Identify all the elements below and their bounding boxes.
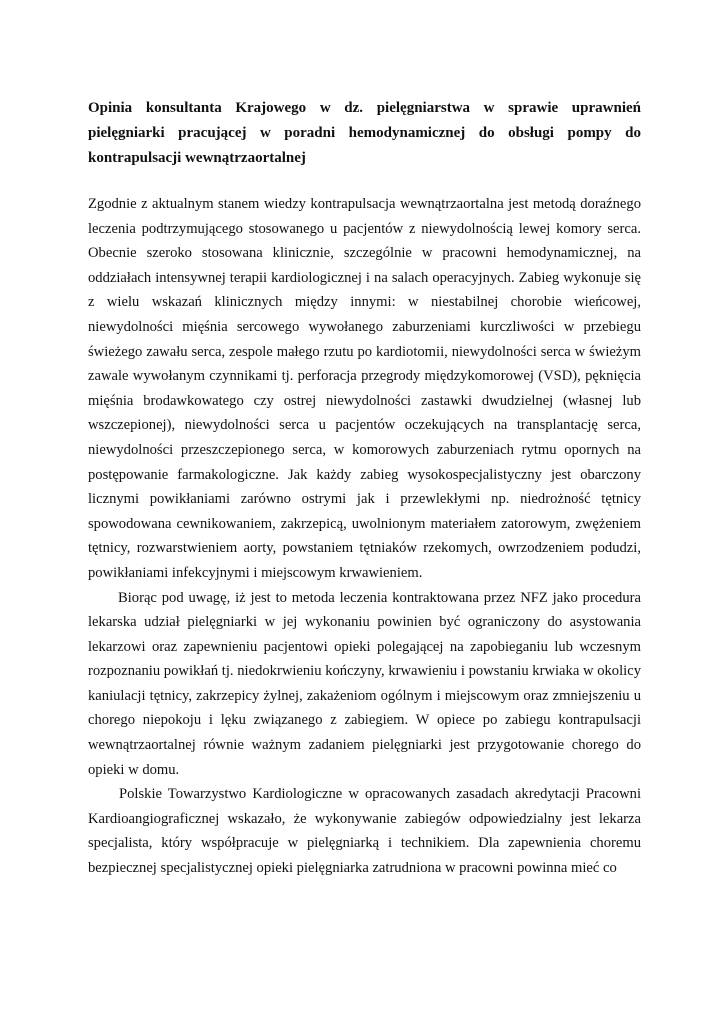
paragraph-cardiology-society: Polskie Towarzystwo Kardiologiczne w opracowanych zasadach akredytacji Pracowni Kardioangiograficznej wskazało, że wykonywanie zabiegów odpowiedzialny jest lekarza specjalista, który współpracuje w pielęgniarką i technikiem. Dla zapewnienia choremu bezpiecznej specjalistycznej opieki pielęgniarka zatrudniona w pracowni powinna mieć co <box>88 786 641 877</box>
paragraph-nurse-role: Biorąc pod uwagę, iż jest to metoda leczenia kontraktowana przez NFZ jako procedura lekarska udział pielęgniarki w jej wykonaniu powinien być ograniczony do asystowania lekarzowi oraz zapewnieniu pacjentowi opieki polegającej na zapobieganiu lub wczesnym rozpoznaniu powikłań tj. niedokrwieniu kończyny, krwawieniu i powstaniu krwiaka w okolicy kaniulacji tętnicy, zakrzepicy żylnej, zakażeniom ogólnym i miejscowym oraz zmniejszeniu u chorego niepokoju i lęku związanego z zabiegiem. W opiece po zabiegu kontrapulsacji wewnątrzaortalnej równie ważnym zadaniem pielęgniarki jest przygotowanie chorego do opieki w domu. <box>88 589 641 778</box>
document-body <box>88 96 641 881</box>
document-title: Opinia konsultanta Krajowego w dz. pielęgniarstwa w sprawie uprawnień pielęgniarki pracującej w poradni hemodynamicznej do obsługi pompy do kontrapulsacji wewnątrzaortalnej <box>88 100 641 166</box>
paragraph-indications: Zgodnie z aktualnym stanem wiedzy kontrapulsacja wewnątrzaortalna jest metodą doraźnego leczenia podtrzymującego stosowanego u pacjentów z niewydolnością lewej komory serca. Obecnie szeroko stosowana klinicznie, szczególnie w pracowni hemodynamicznej, na oddziałach intensywnej terapii kardiologicznej i na salach operacyjnych. Zabieg wykonuje się z wielu wskazań klinicznych między innymi: w niestabilnej chorobie wieńcowej, niewydolności mięśnia sercowego wywołanego zaburzeniami kurczliwości w przebiegu świeżego zawału serca, zespole małego rzutu po kardiotomii, niewydolności serca w świeżym zawale wywołanym czynnikami tj. perforacja przegrody międzykomorowej (VSD), pęknięcia mięśnia brodawkowatego czy ostrej niewydolności zastawki dwudzielnej (własnej lub wszczepionej), niewydolności serca u pacjentów oczekujących na transplantację serca, niewydolności przeszczepionego serca, w komorowych zaburzeniach rytmu opornych na postępowanie farmakologiczne. Jak każdy zabieg wysokospecjalistyczny jest obarczony licznymi powikłaniami zarówno ostrymi jak i przewlekłymi np. niedrożność tętnicy spowodowana cewnikowaniem, zakrzepicą, uwolnionym materiałem zatorowym, zwężeniem tętnicy, rozwarstwieniem aorty, powstaniem tętniaków rzekomych, owrzodzeniem podudzi, powikłaniami infekcyjnymi i miejscowym krwawieniem. <box>88 196 641 581</box>
